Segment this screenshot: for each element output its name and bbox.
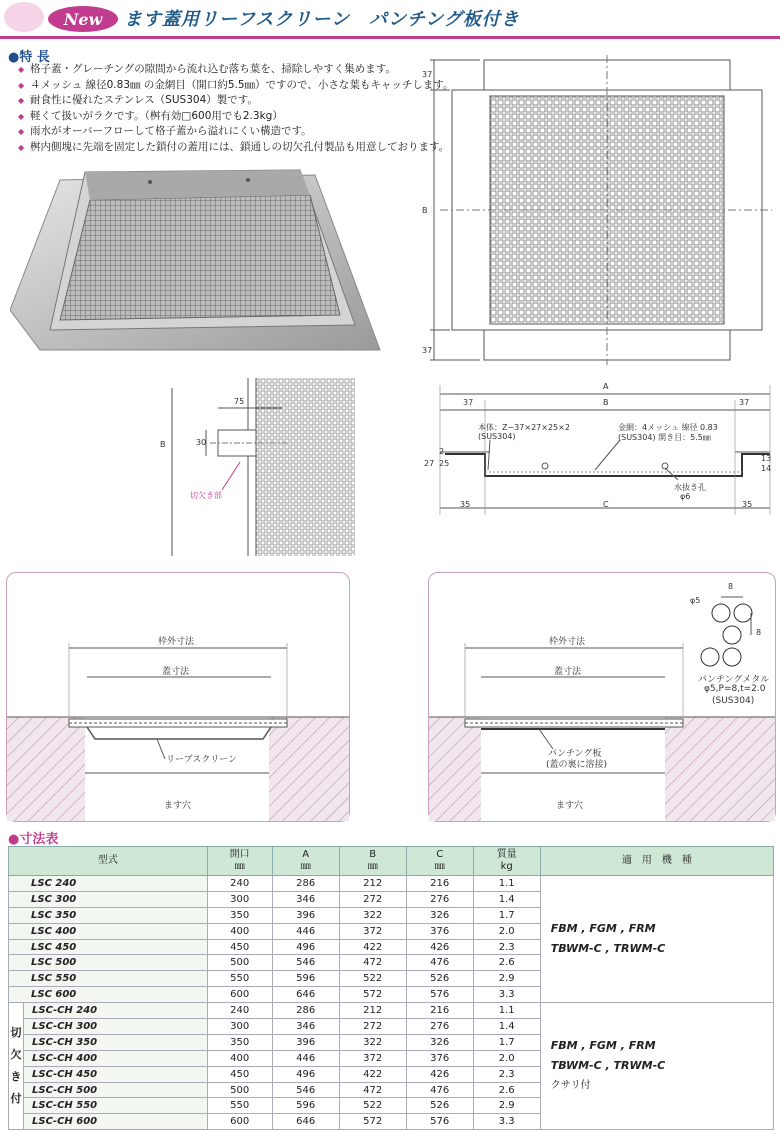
value-cell: 546 — [272, 955, 339, 971]
value-cell: 446 — [272, 923, 339, 939]
model-cell: LSC 300 — [9, 891, 208, 907]
value-cell: 400 — [207, 923, 272, 939]
model-cell: LSC-CH 240 — [24, 1003, 208, 1019]
applicable-line: TBWM-C , TRWM-C — [550, 942, 666, 956]
model-cell: LSC 500 — [9, 955, 208, 971]
section-body-note-1: 本体：Z−37×27×25×2 — [478, 423, 570, 432]
punch-title: パンチングメタル — [698, 675, 770, 685]
col-opening: 開口 ㎜ — [207, 847, 272, 876]
spec-table-body — [9, 876, 774, 1130]
value-cell: 396 — [272, 907, 339, 923]
applicable-line: TBWM-C , TRWM-C — [550, 1059, 666, 1073]
notch-group-char: 付 — [10, 1092, 22, 1106]
notch-group-label — [9, 1003, 24, 1130]
section-drain-note-2: φ6 — [680, 492, 691, 501]
value-cell: 646 — [272, 987, 339, 1003]
value-cell: 2.6 — [473, 955, 540, 971]
punch-dim-5: φ5 — [690, 596, 701, 605]
new-badge: New — [48, 6, 118, 32]
value-cell: 3.3 — [473, 1114, 540, 1130]
model-cell: LSC-CH 500 — [24, 1082, 208, 1098]
value-cell: 326 — [406, 907, 473, 923]
value-cell: 396 — [272, 1034, 339, 1050]
value-cell: 2.0 — [473, 923, 540, 939]
install-left-screen-label: リーブスクリーン — [166, 755, 238, 765]
applicable-line: FBM , FGM , FRM — [550, 1039, 656, 1053]
value-cell: 300 — [207, 1019, 272, 1035]
section-body-note-2: (SUS304) — [478, 432, 516, 441]
value-cell: 2.9 — [473, 971, 540, 987]
value-cell: 350 — [207, 1034, 272, 1050]
header-decoration — [4, 2, 44, 32]
value-cell: 596 — [272, 1098, 339, 1114]
notch-group-char: き — [10, 1070, 22, 1084]
value-cell: 576 — [406, 1114, 473, 1130]
feature-item: ◆ 桝内側塊に先端を固定した鎖付の蓋用には、鎖通しの切欠孔付製品も用意しております。 — [18, 140, 438, 156]
plan-dim-b: B — [422, 206, 428, 215]
value-cell: 472 — [339, 1082, 406, 1098]
section-label-b: B — [603, 398, 609, 407]
value-cell: 2.3 — [473, 939, 540, 955]
punch-material: (SUS304) — [712, 696, 755, 706]
section-dim-2: 2 — [439, 447, 445, 456]
section-dim-25: 25 — [439, 459, 450, 468]
value-cell: 522 — [339, 1098, 406, 1114]
value-cell: 500 — [207, 1082, 272, 1098]
feature-item: ◆ ４メッシュ 線径0.83㎜ の金網目（開口約5.5㎜）ですので、小さな葉もキャッチします。 — [18, 78, 438, 94]
section-label-c: C — [603, 500, 609, 509]
section-mesh-note-1: 金網：4メッシュ 線径 0.83 — [618, 423, 718, 432]
value-cell: 2.0 — [473, 1050, 540, 1066]
value-cell: 522 — [339, 971, 406, 987]
section-dim-14: 14 — [761, 464, 772, 473]
value-cell: 372 — [339, 923, 406, 939]
col-applicable: 適 用 機 種 — [540, 847, 773, 876]
col-model: 型式 — [9, 847, 208, 876]
value-cell: 286 — [272, 876, 339, 892]
value-cell: 322 — [339, 1034, 406, 1050]
feature-list — [18, 62, 454, 155]
section-dim-37-right: 37 — [739, 398, 750, 407]
value-cell: 600 — [207, 987, 272, 1003]
value-cell: 212 — [339, 876, 406, 892]
value-cell: 550 — [207, 971, 272, 987]
value-cell: 576 — [406, 987, 473, 1003]
value-cell: 600 — [207, 1114, 272, 1130]
value-cell: 1.1 — [473, 1003, 540, 1019]
section-dim-13: 13 — [761, 454, 772, 463]
install-left-pit-label: ます穴 — [164, 801, 192, 811]
value-cell: 500 — [207, 955, 272, 971]
model-cell: LSC-CH 350 — [24, 1034, 208, 1050]
notch-dim-75: 75 — [234, 397, 245, 406]
value-cell: 350 — [207, 907, 272, 923]
value-cell: 422 — [339, 1066, 406, 1082]
value-cell: 376 — [406, 923, 473, 939]
section-dim-35-left: 35 — [460, 500, 471, 509]
value-cell: 326 — [406, 1034, 473, 1050]
feature-item: ◆ 雨水がオーバーフローして格子蓋から溢れにくい構造です。 — [18, 124, 438, 140]
model-cell: LSC 350 — [9, 907, 208, 923]
applicable-line: クサリ付 — [550, 1080, 591, 1092]
value-cell: 496 — [272, 1066, 339, 1082]
install-right-lid-dim: 蓋寸法 — [554, 667, 582, 677]
plan-dim-bottom: 37 — [422, 346, 433, 355]
section-label-a: A — [603, 382, 609, 391]
table-header-row — [9, 847, 774, 876]
model-cell: LSC-CH 300 — [24, 1019, 208, 1035]
value-cell: 372 — [339, 1050, 406, 1066]
section-dim-27: 27 — [424, 459, 435, 468]
value-cell: 526 — [406, 1098, 473, 1114]
col-b: B ㎜ — [339, 847, 406, 876]
value-cell: 2.6 — [473, 1082, 540, 1098]
notch-label: 切欠き部 — [190, 491, 222, 500]
value-cell: 276 — [406, 1019, 473, 1035]
feature-item: ◆ 軽くて扱いがラクです。（桝有効□600用でも2.3kg） — [18, 109, 438, 125]
install-left-drawing — [7, 573, 349, 821]
value-cell: 572 — [339, 987, 406, 1003]
model-cell: LSC 240 — [9, 876, 208, 892]
install-panel-left — [6, 572, 350, 822]
value-cell: 346 — [272, 1019, 339, 1035]
value-cell: 216 — [406, 1003, 473, 1019]
notch-dim-30: 30 — [196, 438, 207, 447]
value-cell: 400 — [207, 1050, 272, 1066]
install-right-plate-label-2: (蓋の裏に溶接) — [546, 760, 608, 770]
model-cell: LSC-CH 600 — [24, 1114, 208, 1130]
value-cell: 240 — [207, 1003, 272, 1019]
notch-group-char: 欠 — [10, 1048, 22, 1062]
table-row — [9, 1003, 774, 1019]
col-mass: 質量 kg — [473, 847, 540, 876]
section-dim-37-left: 37 — [463, 398, 474, 407]
model-cell: LSC-CH 400 — [24, 1050, 208, 1066]
punch-spec: φ5,P=8,t=2.0 — [704, 684, 766, 694]
model-cell: LSC 550 — [9, 971, 208, 987]
value-cell: 3.3 — [473, 987, 540, 1003]
notch-detail-drawing — [170, 378, 355, 556]
feature-item: ◆ 格子蓋・グレーチングの隙間から流れ込む落ち葉を、掃除しやすく集めます。 — [18, 62, 438, 78]
features-heading: ●特 長 — [8, 50, 50, 65]
value-cell: 1.1 — [473, 876, 540, 892]
applicable-models-cell — [540, 1003, 773, 1130]
section-dim-35-right: 35 — [742, 500, 753, 509]
section-drain-note-1: 水抜き孔 — [674, 483, 706, 492]
install-right-frame-dim: 枠外寸法 — [549, 637, 586, 647]
value-cell: 572 — [339, 1114, 406, 1130]
install-right-pit-label: ます穴 — [556, 801, 584, 811]
col-c: C ㎜ — [406, 847, 473, 876]
model-cell: LSC-CH 550 — [24, 1098, 208, 1114]
value-cell: 472 — [339, 955, 406, 971]
value-cell: 450 — [207, 1066, 272, 1082]
value-cell: 322 — [339, 907, 406, 923]
table-row — [9, 876, 774, 892]
value-cell: 1.4 — [473, 1019, 540, 1035]
col-a: A ㎜ — [272, 847, 339, 876]
table-heading: ●寸法表 — [8, 832, 59, 847]
notch-dim-b: B — [160, 440, 166, 449]
value-cell: 426 — [406, 939, 473, 955]
model-cell: LSC-CH 450 — [24, 1066, 208, 1082]
install-left-lid-dim: 蓋寸法 — [162, 667, 190, 677]
value-cell: 526 — [406, 971, 473, 987]
value-cell: 476 — [406, 955, 473, 971]
value-cell: 496 — [272, 939, 339, 955]
page-title: ます蓋用リーフスクリーン パンチング板付き — [124, 9, 520, 30]
applicable-line: FBM , FGM , FRM — [550, 922, 656, 936]
model-cell: LSC 450 — [9, 939, 208, 955]
value-cell: 272 — [339, 1019, 406, 1035]
value-cell: 276 — [406, 891, 473, 907]
value-cell: 1.4 — [473, 891, 540, 907]
value-cell: 450 — [207, 939, 272, 955]
value-cell: 240 — [207, 876, 272, 892]
value-cell: 476 — [406, 1082, 473, 1098]
install-right-plate-label-1: パンチング板 — [548, 749, 602, 759]
value-cell: 272 — [339, 891, 406, 907]
value-cell: 422 — [339, 939, 406, 955]
value-cell: 596 — [272, 971, 339, 987]
value-cell: 550 — [207, 1098, 272, 1114]
model-cell: LSC 600 — [9, 987, 208, 1003]
value-cell: 646 — [272, 1114, 339, 1130]
section-mesh-note-2: (SUS304) 開き目：5.5㎜ — [618, 433, 711, 442]
notch-group-char: 切 — [10, 1026, 22, 1040]
value-cell: 2.3 — [473, 1066, 540, 1082]
applicable-models-cell — [540, 876, 773, 1003]
value-cell: 376 — [406, 1050, 473, 1066]
value-cell: 1.7 — [473, 907, 540, 923]
value-cell: 1.7 — [473, 1034, 540, 1050]
plan-dim-top: 37 — [422, 70, 433, 79]
value-cell: 300 — [207, 891, 272, 907]
punch-dim-8a: 8 — [728, 582, 734, 591]
model-cell: LSC 400 — [9, 923, 208, 939]
value-cell: 216 — [406, 876, 473, 892]
plan-view-drawing — [420, 50, 775, 370]
value-cell: 446 — [272, 1050, 339, 1066]
feature-item: ◆ 耐食性に優れたステンレス（SUS304）製です。 — [18, 93, 438, 109]
value-cell: 2.9 — [473, 1098, 540, 1114]
value-cell: 546 — [272, 1082, 339, 1098]
header-rule — [0, 36, 780, 39]
value-cell: 346 — [272, 891, 339, 907]
value-cell: 426 — [406, 1066, 473, 1082]
value-cell: 286 — [272, 1003, 339, 1019]
spec-table — [8, 846, 774, 1130]
product-photo — [10, 160, 390, 370]
install-left-frame-dim: 枠外寸法 — [158, 637, 195, 647]
punch-dim-8b: 8 — [756, 628, 762, 637]
value-cell: 212 — [339, 1003, 406, 1019]
